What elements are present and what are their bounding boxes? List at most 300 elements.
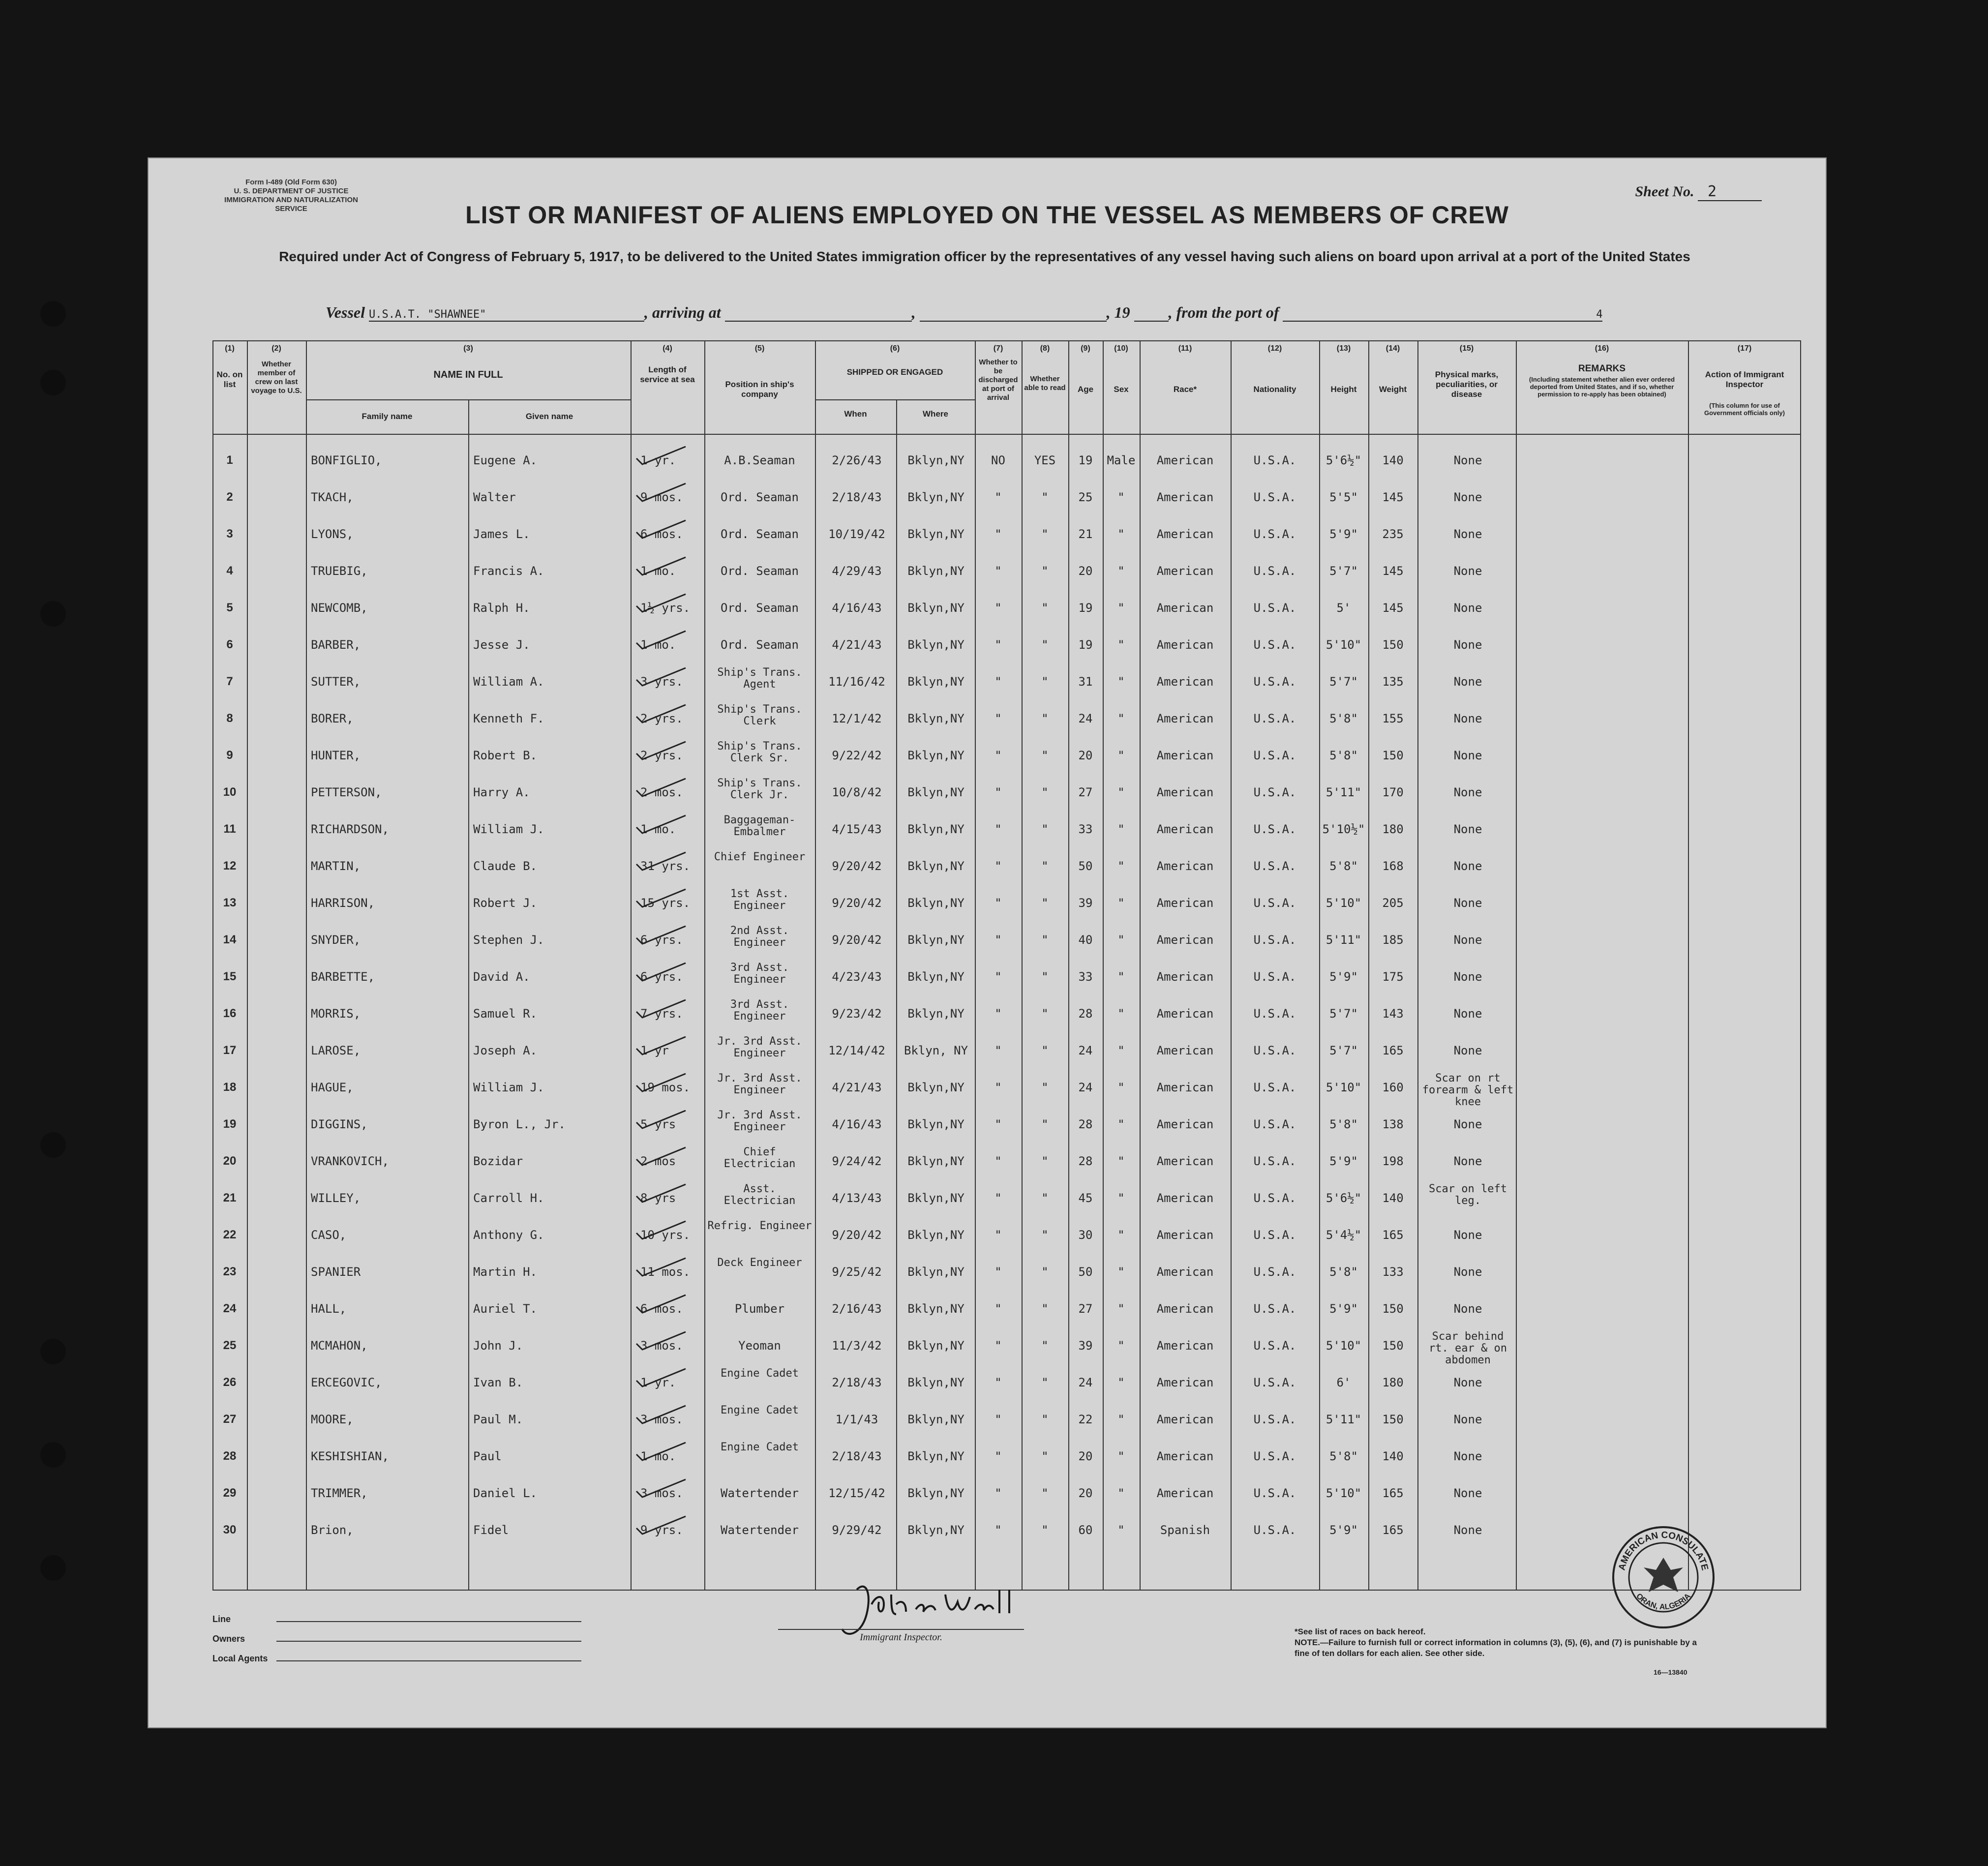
checkmark-icon	[634, 555, 689, 577]
punch-hole	[40, 1339, 66, 1364]
height-cell: 5'7"	[1329, 675, 1358, 689]
marks-cell: None	[1453, 1007, 1482, 1021]
sex-cell: "	[1117, 822, 1125, 836]
marks-cell: None	[1453, 896, 1482, 910]
given-name-cell: Jesse J.	[473, 638, 530, 652]
age-cell: 50	[1078, 859, 1093, 873]
where-cell: Bklyn,NY	[907, 638, 964, 652]
service-cell: 9 mos.	[640, 490, 683, 504]
read-cell: "	[1041, 638, 1049, 652]
race-cell: American	[1156, 896, 1214, 910]
race-cell: American	[1156, 1376, 1214, 1389]
penalty-note: NOTE.—Failure to furnish full or correct information in columns (3), (5), (6), and (7) is punishable by a fine of ten dollars for each alien. See other side.	[1295, 1638, 1697, 1658]
col-header-remarks: REMARKS	[1578, 363, 1626, 374]
when-cell: 4/23/43	[832, 970, 882, 984]
position-cell: Ship's Trans. Clerk Sr.	[717, 740, 802, 764]
position-cell: 3rd Asst. Engineer	[730, 998, 789, 1023]
read-cell: "	[1041, 859, 1049, 873]
sex-cell: "	[1117, 1117, 1125, 1131]
sex-cell: "	[1117, 1523, 1125, 1537]
when-cell: 12/14/42	[828, 1044, 885, 1057]
weight-cell: 150	[1382, 749, 1404, 762]
given-name-cell: Francis A.	[473, 564, 544, 578]
race-cell: American	[1156, 970, 1214, 984]
position-cell: Yeoman	[738, 1339, 781, 1353]
row-number: 21	[223, 1191, 237, 1204]
discharged-cell: "	[994, 1228, 1002, 1242]
col-header-weight: Weight	[1379, 385, 1407, 394]
position-cell: Plumber	[734, 1302, 785, 1316]
race-cell: American	[1156, 1486, 1214, 1500]
position-cell: Watertender	[721, 1486, 799, 1500]
marks-cell: None	[1453, 527, 1482, 541]
line-blank	[276, 1621, 581, 1622]
inspector-label: Immigrant Inspector.	[778, 1629, 1024, 1643]
position-cell: Deck Engineer	[717, 1257, 802, 1269]
where-cell: Bklyn,NY	[907, 1449, 964, 1463]
table-rule	[306, 399, 631, 400]
read-cell: "	[1041, 1339, 1049, 1353]
vessel-label: Vessel	[326, 303, 365, 321]
arrival-date-blank	[920, 321, 1107, 322]
age-cell: 33	[1078, 970, 1093, 984]
sex-cell: "	[1117, 1044, 1125, 1057]
read-cell: "	[1041, 1228, 1049, 1242]
read-cell: "	[1041, 1081, 1049, 1094]
age-cell: 20	[1078, 749, 1093, 762]
discharged-cell: "	[994, 1191, 1002, 1205]
nationality-cell: U.S.A.	[1253, 601, 1296, 615]
age-cell: 50	[1078, 1265, 1093, 1279]
year-blank	[1134, 321, 1169, 322]
race-cell: American	[1156, 712, 1214, 725]
when-cell: 10/19/42	[828, 527, 885, 541]
col-header-name: NAME IN FULL	[433, 369, 503, 380]
where-cell: Bklyn,NY	[907, 1117, 964, 1131]
nationality-cell: U.S.A.	[1253, 1191, 1296, 1205]
age-cell: 60	[1078, 1523, 1093, 1537]
col-number: (7)	[993, 344, 1003, 353]
marks-cell: None	[1453, 1302, 1482, 1316]
family-name-cell: HUNTER,	[311, 749, 361, 762]
when-cell: 4/16/43	[832, 1117, 882, 1131]
family-name-cell: MORRIS,	[311, 1007, 361, 1021]
where-cell: Bklyn,NY	[907, 1265, 964, 1279]
sex-cell: "	[1117, 1449, 1125, 1463]
family-name-cell: TRIMMER,	[311, 1486, 368, 1500]
marks-cell: None	[1453, 1449, 1482, 1463]
checkmark-icon	[634, 924, 689, 946]
given-name-cell: John J.	[473, 1339, 523, 1353]
row-number: 28	[223, 1449, 237, 1463]
col-header-sex: Sex	[1114, 385, 1129, 394]
discharged-cell: "	[994, 601, 1002, 615]
weight-cell: 165	[1382, 1228, 1404, 1242]
family-name-cell: SUTTER,	[311, 675, 361, 689]
row-number: 10	[223, 785, 237, 799]
arriving-blank	[725, 321, 912, 322]
nationality-cell: U.S.A.	[1253, 1117, 1296, 1131]
nationality-cell: U.S.A.	[1253, 638, 1296, 652]
height-cell: 5'9"	[1329, 970, 1358, 984]
position-cell: Refrig. Engineer	[707, 1220, 812, 1232]
position-cell: Jr. 3rd Asst. Engineer	[717, 1109, 802, 1133]
age-cell: 21	[1078, 527, 1093, 541]
family-name-cell: MARTIN,	[311, 859, 361, 873]
when-cell: 9/22/42	[832, 749, 882, 762]
position-cell: Ord. Seaman	[721, 601, 799, 615]
sex-cell: "	[1117, 1007, 1125, 1021]
discharged-cell: "	[994, 712, 1002, 725]
nationality-cell: U.S.A.	[1253, 896, 1296, 910]
checkmark-icon	[634, 629, 689, 651]
row-number: 22	[223, 1228, 237, 1241]
height-cell: 5'6½"	[1325, 1191, 1362, 1205]
marks-cell: None	[1453, 1265, 1482, 1279]
family-name-cell: TRUEBIG,	[311, 564, 368, 578]
col-header-read: Whether able to read	[1024, 375, 1066, 392]
signature-text: John A. Wall	[911, 1624, 914, 1625]
age-cell: 39	[1078, 896, 1093, 910]
nationality-cell: U.S.A.	[1253, 453, 1296, 467]
age-cell: 27	[1078, 785, 1093, 799]
family-name-cell: HARRISON,	[311, 896, 375, 910]
service-cell: 19 mos.	[640, 1081, 691, 1094]
where-cell: Bklyn,NY	[907, 527, 964, 541]
height-cell: 5'11"	[1325, 933, 1362, 947]
checkmark-icon	[634, 1035, 689, 1056]
service-cell: 3 mos.	[640, 1486, 683, 1500]
weight-cell: 185	[1382, 933, 1404, 947]
height-cell: 5'7"	[1329, 1007, 1358, 1021]
where-cell: Bklyn,NY	[907, 1523, 964, 1537]
weight-cell: 140	[1382, 453, 1404, 467]
sex-cell: "	[1117, 970, 1125, 984]
row-number: 29	[223, 1486, 237, 1500]
age-cell: 19	[1078, 638, 1093, 652]
checkmark-icon	[634, 813, 689, 835]
height-cell: 6'	[1336, 1376, 1351, 1389]
where-cell: Bklyn,NY	[907, 1191, 964, 1205]
service-name: IMMIGRATION AND NATURALIZATION SERVICE	[224, 196, 358, 213]
checkmark-icon	[634, 998, 689, 1020]
nationality-cell: U.S.A.	[1253, 785, 1296, 799]
nationality-cell: U.S.A.	[1253, 1228, 1296, 1242]
race-cell: Spanish	[1160, 1523, 1210, 1537]
punch-hole	[40, 601, 66, 627]
checkmark-icon	[634, 887, 689, 909]
height-cell: 5'	[1336, 601, 1351, 615]
table-rule	[815, 399, 975, 400]
nationality-cell: U.S.A.	[1253, 712, 1296, 725]
when-cell: 9/20/42	[832, 859, 882, 873]
table-column-rule	[631, 340, 632, 1590]
race-cell: American	[1156, 1449, 1214, 1463]
height-cell: 5'5"	[1329, 490, 1358, 504]
nationality-cell: U.S.A.	[1253, 527, 1296, 541]
read-cell: "	[1041, 1044, 1049, 1057]
service-cell: 1 mo.	[640, 638, 676, 652]
age-cell: 30	[1078, 1228, 1093, 1242]
row-number: 25	[223, 1339, 237, 1352]
sex-cell: "	[1117, 1265, 1125, 1279]
read-cell: "	[1041, 822, 1049, 836]
discharged-cell: "	[994, 1081, 1002, 1094]
position-cell: 1st Asst. Engineer	[730, 888, 789, 912]
height-cell: 5'6½"	[1325, 453, 1362, 467]
given-name-cell: Bozidar	[473, 1154, 523, 1168]
row-number: 23	[223, 1265, 237, 1278]
sex-cell: "	[1117, 675, 1125, 689]
when-cell: 10/8/42	[832, 785, 882, 799]
service-cell: 6 yrs.	[640, 933, 683, 947]
nationality-cell: U.S.A.	[1253, 933, 1296, 947]
weight-cell: 165	[1382, 1523, 1404, 1537]
nationality-cell: U.S.A.	[1253, 1154, 1296, 1168]
discharged-cell: "	[994, 933, 1002, 947]
given-name-cell: Daniel L.	[473, 1486, 538, 1500]
weight-cell: 135	[1382, 675, 1404, 689]
weight-cell: 180	[1382, 822, 1404, 836]
sex-cell: "	[1117, 1154, 1125, 1168]
row-number: 30	[223, 1523, 237, 1536]
col-header-given-name: Given name	[525, 412, 573, 421]
family-name-cell: DIGGINS,	[311, 1117, 368, 1131]
discharged-cell: "	[994, 1117, 1002, 1131]
position-cell: Ship's Trans. Clerk	[717, 703, 802, 727]
discharged-cell: "	[994, 1449, 1002, 1463]
nationality-cell: U.S.A.	[1253, 1265, 1296, 1279]
checkmark-icon	[634, 1182, 689, 1204]
height-cell: 5'10"	[1325, 1081, 1362, 1094]
age-cell: 25	[1078, 490, 1093, 504]
height-cell: 5'9"	[1329, 1523, 1358, 1537]
position-cell: Ord. Seaman	[721, 490, 799, 504]
weight-cell: 160	[1382, 1081, 1404, 1094]
family-name-cell: LAROSE,	[311, 1044, 361, 1057]
sex-cell: "	[1117, 1413, 1125, 1426]
when-cell: 4/15/43	[832, 822, 882, 836]
weight-cell: 150	[1382, 1302, 1404, 1316]
family-name-cell: SNYDER,	[311, 933, 361, 947]
service-cell: 31 yrs.	[640, 859, 691, 873]
nationality-cell: U.S.A.	[1253, 1302, 1296, 1316]
given-name-cell: Robert J.	[473, 896, 538, 910]
col-number: (2)	[271, 344, 281, 353]
position-cell: Baggageman-Embalmer	[723, 814, 796, 838]
read-cell: "	[1041, 1007, 1049, 1021]
age-cell: 22	[1078, 1413, 1093, 1426]
race-cell: American	[1156, 785, 1214, 799]
age-cell: 24	[1078, 1376, 1093, 1389]
read-cell: "	[1041, 490, 1049, 504]
when-cell: 4/29/43	[832, 564, 882, 578]
age-cell: 27	[1078, 1302, 1093, 1316]
when-cell: 2/16/43	[832, 1302, 882, 1316]
read-cell: "	[1041, 527, 1049, 541]
service-cell: 1½ yrs.	[640, 601, 691, 615]
read-cell: "	[1041, 1413, 1049, 1426]
position-cell: 2nd Asst. Engineer	[730, 925, 789, 949]
family-name-cell: LYONS,	[311, 527, 354, 541]
nationality-cell: U.S.A.	[1253, 749, 1296, 762]
sex-cell: "	[1117, 749, 1125, 762]
checkmark-icon	[634, 777, 689, 798]
family-name-cell: RICHARDSON,	[311, 822, 389, 836]
read-cell: "	[1041, 1191, 1049, 1205]
weight-cell: 168	[1382, 859, 1404, 873]
age-cell: 33	[1078, 822, 1093, 836]
discharged-cell: "	[994, 564, 1002, 578]
discharged-cell: NO	[991, 453, 1005, 467]
owners-blank	[276, 1641, 581, 1642]
nationality-cell: U.S.A.	[1253, 1044, 1296, 1057]
col-number: (3)	[463, 344, 473, 353]
read-cell: "	[1041, 712, 1049, 725]
nationality-cell: U.S.A.	[1253, 1007, 1296, 1021]
height-cell: 5'8"	[1329, 1117, 1358, 1131]
checkmark-icon	[634, 518, 689, 540]
race-cell: American	[1156, 601, 1214, 615]
family-name-cell: MCMAHON,	[311, 1339, 368, 1353]
service-cell: 3 mos.	[640, 1413, 683, 1426]
given-name-cell: Joseph A.	[473, 1044, 538, 1057]
height-cell: 5'9"	[1329, 527, 1358, 541]
height-cell: 5'11"	[1325, 1413, 1362, 1426]
age-cell: 28	[1078, 1007, 1093, 1021]
row-number: 20	[223, 1154, 237, 1168]
sex-cell: "	[1117, 1486, 1125, 1500]
given-name-cell: Harry A.	[473, 785, 530, 799]
marks-cell: Scar behind rt. ear & on abdomen	[1429, 1330, 1507, 1366]
age-cell: 19	[1078, 453, 1093, 467]
col-number: (9)	[1081, 344, 1090, 353]
age-cell: 31	[1078, 675, 1093, 689]
col-number: (8)	[1040, 344, 1050, 353]
family-name-cell: TKACH,	[311, 490, 354, 504]
read-cell: YES	[1034, 453, 1056, 467]
given-name-cell: Carroll H.	[473, 1191, 544, 1205]
when-cell: 9/20/42	[832, 933, 882, 947]
punch-hole	[40, 1555, 66, 1581]
height-cell: 5'10"	[1325, 1486, 1362, 1500]
weight-cell: 140	[1382, 1449, 1404, 1463]
where-cell: Bklyn,NY	[907, 1228, 964, 1242]
height-cell: 5'4½"	[1325, 1228, 1362, 1242]
given-name-cell: Walter	[473, 490, 516, 504]
race-cell: American	[1156, 1228, 1214, 1242]
where-cell: Bklyn,NY	[907, 859, 964, 873]
where-cell: Bklyn,NY	[907, 712, 964, 725]
race-cell: American	[1156, 490, 1214, 504]
weight-cell: 150	[1382, 1413, 1404, 1426]
given-name-cell: James L.	[473, 527, 530, 541]
nationality-cell: U.S.A.	[1253, 1523, 1296, 1537]
race-cell: American	[1156, 1007, 1214, 1021]
given-name-cell: Martin H.	[473, 1265, 538, 1279]
service-cell: 15 yrs.	[640, 896, 691, 910]
checkmark-icon	[634, 1477, 689, 1499]
where-cell: Bklyn,NY	[907, 1302, 964, 1316]
discharged-cell: "	[994, 1154, 1002, 1168]
where-cell: Bklyn,NY	[907, 1413, 964, 1426]
checkmark-icon	[634, 1293, 689, 1315]
table-column-rule	[468, 399, 469, 1590]
read-cell: "	[1041, 1302, 1049, 1316]
height-cell: 5'8"	[1329, 749, 1358, 762]
sex-cell: "	[1117, 1376, 1125, 1389]
age-cell: 20	[1078, 1486, 1093, 1500]
where-cell: Bklyn,NY	[907, 453, 964, 467]
weight-cell: 198	[1382, 1154, 1404, 1168]
agents-label: Local Agents	[212, 1654, 268, 1663]
race-cell: American	[1156, 1302, 1214, 1316]
weight-cell: 150	[1382, 1339, 1404, 1353]
vessel-name: U.S.A.T. "SHAWNEE"	[369, 308, 644, 322]
page-subtitle: Required under Act of Congress of February 5, 1917, to be delivered to the United States immigration officer by the representatives of any vessel having such aliens on board upon arrival at a port of the United States	[279, 249, 1690, 264]
year-label: , 19	[1106, 303, 1130, 321]
nationality-cell: U.S.A.	[1253, 970, 1296, 984]
discharged-cell: "	[994, 859, 1002, 873]
marks-cell: None	[1453, 453, 1482, 467]
service-cell: 5 yrs	[640, 1117, 676, 1131]
department-name: U. S. DEPARTMENT OF JUSTICE	[234, 187, 349, 195]
race-cell: American	[1156, 675, 1214, 689]
family-name-cell: VRANKOVICH,	[311, 1154, 389, 1168]
marks-cell: None	[1453, 970, 1482, 984]
position-cell: Ord. Seaman	[721, 527, 799, 541]
given-name-cell: Anthony G.	[473, 1228, 544, 1242]
col-header-family-name: Family name	[361, 412, 413, 421]
weight-cell: 145	[1382, 601, 1404, 615]
when-cell: 11/16/42	[828, 675, 885, 689]
nationality-cell: U.S.A.	[1253, 822, 1296, 836]
nationality-cell: U.S.A.	[1253, 1449, 1296, 1463]
table-column-rule	[1800, 340, 1801, 1590]
sex-cell: "	[1117, 1191, 1125, 1205]
checkmark-icon	[634, 666, 689, 688]
given-name-cell: William J.	[473, 1081, 544, 1094]
service-cell: 2 yrs.	[640, 712, 683, 725]
table-rule	[212, 340, 1801, 341]
row-number: 19	[223, 1117, 237, 1131]
race-cell: American	[1156, 1339, 1214, 1353]
race-cell: American	[1156, 1081, 1214, 1094]
when-cell: 9/23/42	[832, 1007, 882, 1021]
age-cell: 45	[1078, 1191, 1093, 1205]
race-cell: American	[1156, 1191, 1214, 1205]
nationality-cell: U.S.A.	[1253, 564, 1296, 578]
race-cell: American	[1156, 527, 1214, 541]
races-note: *See list of races on back hereof.	[1295, 1627, 1426, 1636]
position-cell: Watertender	[721, 1523, 799, 1537]
race-cell: American	[1156, 1413, 1214, 1426]
weight-cell: 140	[1382, 1191, 1404, 1205]
service-cell: 1 yr.	[640, 1376, 676, 1389]
position-cell: Jr. 3rd Asst. Engineer	[717, 1035, 802, 1059]
when-cell: 11/3/42	[832, 1339, 882, 1353]
height-cell: 5'8"	[1329, 712, 1358, 725]
checkmark-icon	[634, 1441, 689, 1462]
sex-cell: "	[1117, 1302, 1125, 1316]
read-cell: "	[1041, 564, 1049, 578]
col-number: (1)	[225, 344, 235, 353]
where-cell: Bklyn,NY	[907, 822, 964, 836]
service-cell: 1 mo.	[640, 822, 676, 836]
family-name-cell: NEWCOMB,	[311, 601, 368, 615]
service-cell: 2 mos	[640, 1154, 676, 1168]
nationality-cell: U.S.A.	[1253, 1486, 1296, 1500]
